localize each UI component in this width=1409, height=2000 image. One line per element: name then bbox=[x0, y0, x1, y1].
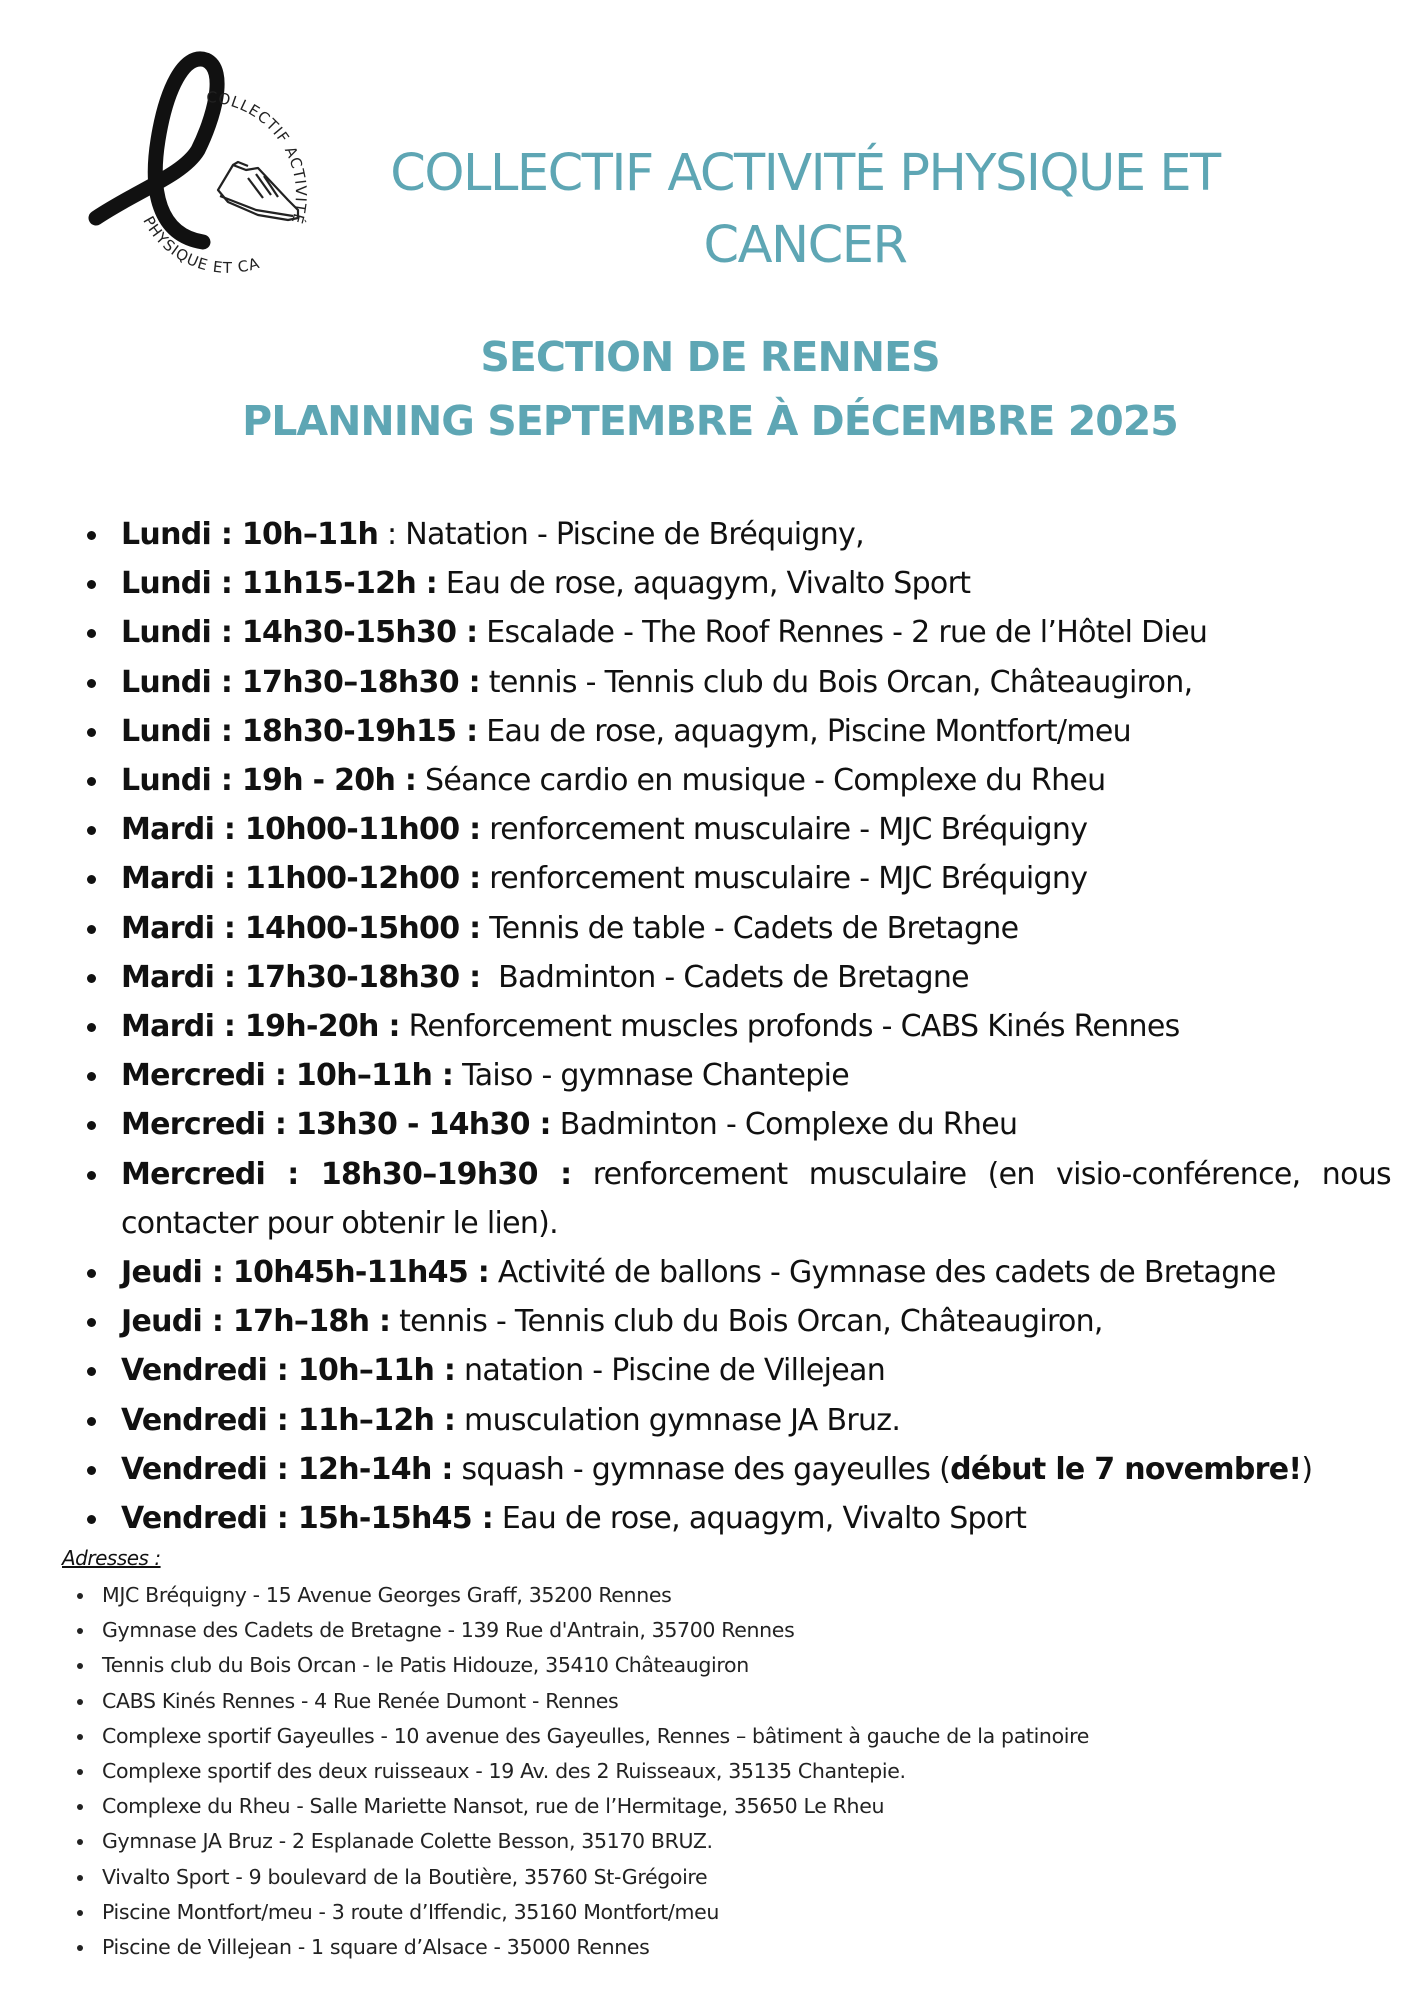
address-item: Complexe sportif des deux ruisseaux - 19 Av. des 2 Ruisseaux, 35135 Chantepie. bbox=[102, 1754, 1352, 1789]
schedule-activity: tennis - Tennis club du Bois Orcan, Châteaugiron, bbox=[399, 1304, 1103, 1340]
schedule-activity: Séance cardio en musique - Complexe du Rheu bbox=[425, 763, 1106, 799]
schedule-time: Lundi : 14h30-15h30 : bbox=[121, 615, 478, 651]
schedule-time: Lundi : 18h30-19h15 : bbox=[121, 713, 478, 749]
schedule-time: Mercredi : 13h30 - 14h30 : bbox=[121, 1107, 551, 1143]
address-item: MJC Bréquigny - 15 Avenue Georges Graff, 35200 Rennes bbox=[102, 1578, 1352, 1613]
schedule-activity: Taiso - gymnase Chantepie bbox=[462, 1058, 849, 1094]
schedule-time: Lundi : 11h15-12h : bbox=[121, 566, 438, 602]
schedule-item bbox=[121, 608, 1391, 657]
schedule-item bbox=[121, 756, 1391, 805]
schedule-activity: Eau de rose, aquagym, Piscine Montfort/meu bbox=[486, 713, 1131, 749]
schedule-time: Lundi : 10h–11h bbox=[121, 517, 379, 552]
schedule-activity: Badminton - Complexe du Rheu bbox=[559, 1107, 1018, 1143]
address-item: Complexe sportif Gayeulles - 10 avenue des Gayeulles, Rennes – bâtiment à gauche de la patinoire bbox=[102, 1719, 1352, 1754]
schedule-activity: Activité de ballons - Gymnase des cadets de Bretagne bbox=[497, 1255, 1276, 1291]
page-subtitle bbox=[160, 325, 1260, 453]
schedule-item bbox=[121, 1346, 1391, 1395]
schedule-item: Lundi : 10h–11h : Natation - Piscine de Bréquigny, bbox=[121, 510, 1391, 559]
schedule-time: Lundi : 19h - 20h : bbox=[121, 763, 417, 799]
schedule-item bbox=[121, 658, 1391, 707]
schedule-time: Jeudi : 17h–18h : bbox=[121, 1304, 391, 1340]
schedule-time: Mardi : 17h30-18h30 : bbox=[121, 959, 481, 995]
schedule-item bbox=[121, 707, 1391, 756]
schedule-time: Mardi : 19h-20h : bbox=[121, 1009, 400, 1045]
address-item: Complexe du Rheu - Salle Mariette Nansot, rue de l’Hermitage, 35650 Le Rheu bbox=[102, 1789, 1352, 1824]
schedule-item bbox=[121, 953, 1391, 1002]
schedule-item bbox=[121, 805, 1391, 854]
schedule-item bbox=[121, 559, 1391, 608]
collectif-logo bbox=[88, 50, 348, 295]
schedule-item bbox=[121, 904, 1391, 953]
schedule-time: Mardi : 11h00-12h00 : bbox=[121, 861, 481, 897]
schedule-item bbox=[121, 1297, 1391, 1346]
schedule-time: Vendredi : 10h–11h : bbox=[121, 1353, 456, 1389]
ribbon-with-sneaker-icon bbox=[88, 50, 348, 295]
schedule-activity: squash - gymnase des gayeulles ( bbox=[461, 1451, 951, 1487]
schedule-activity: renforcement musculaire (en visio-conférence, nous contacter pour obtenir le lien). bbox=[121, 1156, 1391, 1241]
start-date-note: début le 7 novembre! bbox=[950, 1451, 1302, 1487]
logo-ring-text-top: COLLECTIF ACTIVITÉ bbox=[205, 87, 311, 227]
addresses-heading: Adresses : bbox=[62, 1546, 161, 1570]
schedule-item bbox=[121, 1002, 1391, 1051]
schedule-activity: Eau de rose, aquagym, Vivalto Sport bbox=[501, 1501, 1027, 1537]
schedule-item bbox=[121, 1051, 1391, 1100]
address-item: Gymnase JA Bruz - 2 Esplanade Colette Besson, 35170 BRUZ. bbox=[102, 1824, 1352, 1859]
planning-period: PLANNING SEPTEMBRE À DÉCEMBRE 2025 bbox=[242, 397, 1178, 445]
schedule-activity: Tennis de table - Cadets de Bretagne bbox=[489, 910, 1019, 946]
schedule-time: Mercredi : 10h–11h : bbox=[121, 1058, 454, 1094]
address-item: Tennis club du Bois Orcan - le Patis Hidouze, 35410 Châteaugiron bbox=[102, 1648, 1352, 1683]
address-item: Vivalto Sport - 9 boulevard de la Boutière, 35760 St-Grégoire bbox=[102, 1860, 1352, 1895]
schedule-time: Jeudi : 10h45h-11h45 : bbox=[121, 1255, 490, 1291]
logo-ring-text-bottom: PHYSIQUE ET CA bbox=[139, 213, 263, 277]
schedule-activity: Escalade - The Roof Rennes - 2 rue de l’Hôtel Dieu bbox=[486, 615, 1208, 651]
schedule-item: Vendredi : 12h-14h : squash - gymnase des gayeulles (début le 7 novembre!) bbox=[121, 1445, 1391, 1494]
schedule-time: Vendredi : 15h-15h45 : bbox=[121, 1501, 493, 1537]
schedule-activity: tennis - Tennis club du Bois Orcan, Châteaugiron, bbox=[488, 664, 1193, 700]
schedule-item bbox=[121, 1248, 1391, 1297]
address-item: Gymnase des Cadets de Bretagne - 139 Rue d'Antrain, 35700 Rennes bbox=[102, 1613, 1352, 1648]
schedule-activity: renforcement musculaire - MJC Bréquigny bbox=[489, 812, 1088, 848]
schedule-activity: Natation - Piscine de Bréquigny, bbox=[405, 517, 864, 552]
schedule-time: Lundi : 17h30–18h30 : bbox=[121, 664, 480, 700]
addresses-list bbox=[70, 1578, 1352, 1965]
schedule-item bbox=[121, 1494, 1391, 1543]
schedule-time: Mardi : 14h00-15h00 : bbox=[121, 910, 481, 946]
schedule-activity: Renforcement muscles profonds - CABS Kinés Rennes bbox=[408, 1009, 1180, 1045]
schedule-time: Vendredi : 12h-14h : bbox=[121, 1451, 453, 1487]
schedule-activity: Eau de rose, aquagym, Vivalto Sport bbox=[445, 566, 971, 602]
schedule-activity: renforcement musculaire - MJC Bréquigny bbox=[489, 861, 1088, 897]
schedule-list bbox=[85, 510, 1391, 1543]
address-item: Piscine Montfort/meu - 3 route d’Iffendic, 35160 Montfort/meu bbox=[102, 1895, 1352, 1930]
schedule-item bbox=[121, 1150, 1391, 1248]
schedule-activity: natation - Piscine de Villejean bbox=[464, 1353, 886, 1389]
address-item: CABS Kinés Rennes - 4 Rue Renée Dumont - Rennes bbox=[102, 1684, 1352, 1719]
schedule-activity: musculation gymnase JA Bruz. bbox=[464, 1402, 901, 1438]
address-item: Piscine de Villejean - 1 square d’Alsace - 35000 Rennes bbox=[102, 1930, 1352, 1965]
schedule-time: Mercredi : 18h30–19h30 : bbox=[121, 1156, 572, 1192]
page-title: COLLECTIF ACTIVITÉ PHYSIQUE ET CANCER bbox=[390, 144, 1220, 275]
schedule-time: Mardi : 10h00-11h00 : bbox=[121, 812, 481, 848]
schedule-item bbox=[121, 1396, 1391, 1445]
schedule-time: Vendredi : 11h–12h : bbox=[121, 1402, 456, 1438]
section-name: SECTION DE RENNES bbox=[480, 333, 940, 381]
schedule-item bbox=[121, 1100, 1391, 1149]
schedule-activity: Badminton - Cadets de Bretagne bbox=[498, 959, 969, 995]
schedule-item bbox=[121, 854, 1391, 903]
